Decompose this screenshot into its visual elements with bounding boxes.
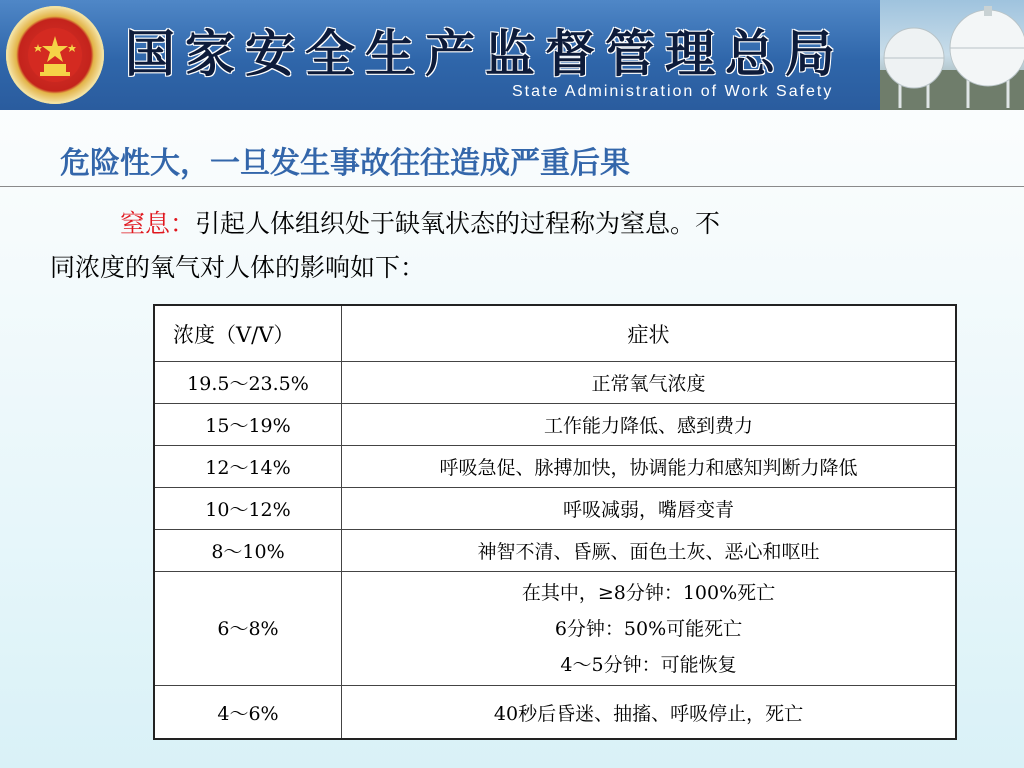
concentration-cell: 19.5～23.5%	[154, 362, 342, 404]
table-header-row	[154, 305, 956, 362]
concentration-cell: 6～8%	[154, 572, 342, 686]
symptom-cell: 工作能力降低、感到费力	[342, 404, 957, 446]
table-row	[154, 362, 956, 404]
symptom-cell: 呼吸减弱，嘴唇变青	[342, 488, 957, 530]
symptom-cell: 呼吸急促、脉搏加快，协调能力和感知判断力降低	[342, 446, 957, 488]
column-header-symptom: 症状	[342, 305, 957, 362]
intro-text-line-2: 同浓度的氧气对人体的影响如下：	[50, 253, 426, 282]
divider-line	[0, 186, 1024, 187]
table-row	[154, 404, 956, 446]
concentration-cell: 8～10%	[154, 530, 342, 572]
concentration-cell: 10～12%	[154, 488, 342, 530]
column-header-concentration: 浓度（V/V）	[154, 305, 342, 362]
concentration-cell: 4～6%	[154, 686, 342, 740]
symptom-line: 在其中，≥8分钟：100%死亡	[521, 581, 776, 604]
storage-tanks-photo	[880, 0, 1024, 110]
symptom-line: 6分钟：50%可能死亡	[554, 617, 743, 640]
asphyxia-keyword: 窒息：	[120, 209, 196, 238]
table-row	[154, 572, 956, 686]
table-row	[154, 446, 956, 488]
national-emblem-icon	[6, 6, 104, 104]
symptom-cell-multiline	[342, 572, 957, 686]
symptom-cell: 神智不清、昏厥、面色土灰、恶心和呕吐	[342, 530, 957, 572]
concentration-cell: 15～19%	[154, 404, 342, 446]
header-banner	[0, 0, 1024, 110]
symptom-cell: 正常氧气浓度	[342, 362, 957, 404]
table-row	[154, 686, 956, 740]
intro-text-line-1: 引起人体组织处于缺氧状态的过程称为窒息。不	[195, 209, 721, 238]
oxygen-concentration-table	[153, 304, 957, 740]
agency-title: 国家安全生产监督管理总局	[125, 24, 845, 83]
concentration-cell: 12～14%	[154, 446, 342, 488]
symptom-cell: 40秒后昏迷、抽搐、呼吸停止，死亡	[342, 686, 957, 740]
table-row	[154, 488, 956, 530]
page-heading: 危险性大，一旦发生事故往往造成严重后果	[60, 146, 630, 181]
table-row	[154, 530, 956, 572]
intro-paragraph	[50, 202, 1000, 290]
symptom-line: 4～5分钟：可能恢复	[560, 653, 737, 676]
agency-title-english: State Administration of Work Safety	[512, 83, 834, 100]
